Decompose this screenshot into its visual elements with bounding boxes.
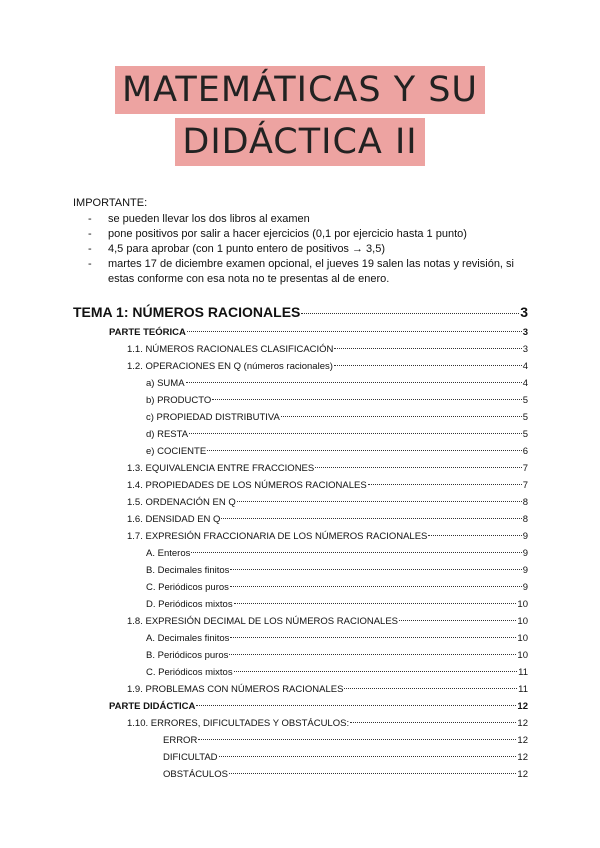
toc-label: A. Enteros <box>146 548 191 559</box>
toc-label: 1.2. OPERACIONES EN Q (números racionales) <box>127 361 333 372</box>
important-item <box>73 227 543 242</box>
toc-page: 4 <box>522 378 528 389</box>
toc-leader <box>344 688 517 689</box>
important-list <box>73 212 543 287</box>
toc-label: TEMA 1: NÚMEROS RACIONALES <box>73 304 301 320</box>
toc-entry-1-7[interactable] <box>73 528 528 545</box>
toc-label: b) PRODUCTO <box>146 395 212 406</box>
toc-page: 11 <box>518 667 528 678</box>
toc-page: 10 <box>517 599 528 610</box>
toc-label: a) SUMA <box>146 378 185 389</box>
toc-label: 1.9. PROBLEMAS CON NÚMEROS RACIONALES <box>127 684 344 695</box>
toc-page: 5 <box>522 412 528 423</box>
toc-leader <box>230 569 521 570</box>
table-of-contents <box>73 300 528 783</box>
important-notes <box>73 196 543 287</box>
toc-entry-1-4[interactable] <box>73 477 528 494</box>
toc-entry-1-5[interactable] <box>73 494 528 511</box>
toc-leader <box>187 331 522 332</box>
toc-page: 12 <box>517 701 528 712</box>
toc-entry-producto[interactable] <box>73 392 528 409</box>
toc-page: 10 <box>517 616 528 627</box>
document-title <box>0 66 600 166</box>
toc-label: 1.8. EXPRESIÓN DECIMAL DE LOS NÚMEROS RACIONALES <box>127 616 398 627</box>
toc-label: 1.7. EXPRESIÓN FRACCIONARIA DE LOS NÚMEROS RACIONALES <box>127 531 428 542</box>
toc-leader <box>196 705 516 706</box>
toc-label: 1.4. PROPIEDADES DE LOS NÚMEROS RACIONALES <box>127 480 367 491</box>
toc-label: 1.6. DENSIDAD EN Q <box>127 514 221 525</box>
toc-leader <box>334 348 521 349</box>
toc-leader <box>219 756 517 757</box>
toc-entry-enteros[interactable] <box>73 545 528 562</box>
toc-leader <box>301 313 519 314</box>
toc-page: 10 <box>517 633 528 644</box>
title-line-2: DIDÁCTICA II <box>175 118 424 166</box>
toc-label: d) RESTA <box>146 429 189 440</box>
toc-leader <box>315 467 521 468</box>
toc-page: 7 <box>522 463 528 474</box>
toc-label: C. Periódicos mixtos <box>146 667 233 678</box>
toc-label: 1.5. ORDENACIÓN EN Q <box>127 497 236 508</box>
toc-entry-1-9[interactable] <box>73 681 528 698</box>
toc-entry-propiedad-distributiva[interactable] <box>73 409 528 426</box>
toc-page: 6 <box>522 446 528 457</box>
toc-entry-1-6[interactable] <box>73 511 528 528</box>
toc-leader <box>334 365 522 366</box>
toc-page: 12 <box>517 752 528 763</box>
toc-entry-periodicos-puros[interactable] <box>73 647 528 664</box>
toc-entry-resta[interactable] <box>73 426 528 443</box>
toc-label: B. Decimales finitos <box>146 565 230 576</box>
toc-leader <box>229 773 516 774</box>
important-item-text: 4,5 para aprobar (con 1 punto entero de positivos → 3,5) <box>108 243 386 255</box>
toc-page: 9 <box>522 565 528 576</box>
toc-leader <box>234 671 518 672</box>
toc-page: 9 <box>522 531 528 542</box>
toc-label: OBSTÁCULOS <box>163 769 228 780</box>
toc-entry-decimales-finitos[interactable] <box>73 562 528 579</box>
toc-leader <box>191 552 521 553</box>
toc-label: PARTE DIDÁCTICA <box>109 701 196 712</box>
toc-entry-cociente[interactable] <box>73 443 528 460</box>
toc-page: 9 <box>522 548 528 559</box>
toc-entry-error[interactable] <box>73 732 528 749</box>
toc-leader <box>234 603 517 604</box>
toc-label: A. Decimales finitos <box>146 633 230 644</box>
toc-entry-periodicos-mixtos[interactable] <box>73 664 528 681</box>
toc-leader <box>212 399 521 400</box>
toc-page: 4 <box>522 361 528 372</box>
toc-label: 1.3. EQUIVALENCIA ENTRE FRACCIONES <box>127 463 315 474</box>
toc-page: 5 <box>522 429 528 440</box>
important-item-text: se pueden llevar los dos libros al examen <box>108 213 310 225</box>
dash-bullet: - <box>88 243 92 255</box>
toc-page: 7 <box>522 480 528 491</box>
toc-page: 8 <box>522 497 528 508</box>
toc-entry-dificultad[interactable] <box>73 749 528 766</box>
toc-page: 3 <box>522 344 528 355</box>
toc-entry-1-1[interactable] <box>73 341 528 358</box>
toc-page: 10 <box>517 650 528 661</box>
toc-leader <box>281 416 522 417</box>
toc-leader <box>189 433 522 434</box>
toc-page: 12 <box>517 769 528 780</box>
toc-entry-1-3[interactable] <box>73 460 528 477</box>
toc-label: PARTE TEÓRICA <box>109 327 186 338</box>
important-item <box>73 242 543 257</box>
toc-entry-decimales-finitos[interactable] <box>73 630 528 647</box>
toc-page: 9 <box>522 582 528 593</box>
toc-entry-obstaculos[interactable] <box>73 766 528 783</box>
toc-label: C. Periódicos puros <box>146 582 229 593</box>
toc-page: 12 <box>517 735 528 746</box>
dash-bullet: - <box>88 258 92 270</box>
toc-page: 3 <box>522 327 528 338</box>
toc-entry-1-10[interactable] <box>73 715 528 732</box>
toc-page: 12 <box>517 718 528 729</box>
toc-leader <box>221 518 521 519</box>
toc-leader <box>198 739 516 740</box>
toc-label: D. Periódicos mixtos <box>146 599 233 610</box>
toc-leader <box>230 586 522 587</box>
important-heading: IMPORTANTE: <box>73 197 148 209</box>
important-item-text: pone positivos por salir a hacer ejercicios (0,1 por ejercicio hasta 1 punto) <box>108 228 467 240</box>
toc-leader <box>237 501 522 502</box>
toc-entry-parte-teorica[interactable] <box>73 324 528 341</box>
toc-leader <box>428 535 521 536</box>
toc-leader <box>350 722 516 723</box>
toc-page: 8 <box>522 514 528 525</box>
toc-entry-1-8[interactable] <box>73 613 528 630</box>
dash-bullet: - <box>88 228 92 240</box>
toc-leader <box>186 382 522 383</box>
toc-entry-parte-didactica[interactable] <box>73 698 528 715</box>
toc-label: e) COCIENTE <box>146 446 207 457</box>
toc-leader <box>207 450 522 451</box>
important-item-text: martes 17 de diciembre examen opcional, el jueves 19 salen las notas y revisión, si estas conforme con esa nota no te presentas al de enero. <box>108 258 514 285</box>
important-item <box>73 212 543 227</box>
toc-label: B. Periódicos puros <box>146 650 229 661</box>
toc-entry-periodicos-puros[interactable] <box>73 579 528 596</box>
toc-leader <box>368 484 522 485</box>
title-line-1: MATEMÁTICAS Y SU <box>115 66 485 114</box>
dash-bullet: - <box>88 213 92 225</box>
toc-label: 1.10. ERRORES, DIFICULTADES Y OBSTÁCULOS: <box>127 718 350 729</box>
toc-leader <box>399 620 516 621</box>
toc-label: c) PROPIEDAD DISTRIBUTIVA <box>146 412 280 423</box>
toc-label: DIFICULTAD <box>163 752 218 763</box>
toc-entry-1-2[interactable] <box>73 358 528 375</box>
toc-page: 5 <box>522 395 528 406</box>
toc-label: ERROR <box>163 735 198 746</box>
toc-leader <box>230 637 516 638</box>
toc-page: 3 <box>520 304 528 320</box>
toc-page: 11 <box>518 684 528 695</box>
important-item <box>73 257 543 287</box>
toc-leader <box>229 654 516 655</box>
toc-label: 1.1. NÚMEROS RACIONALES CLASIFICACIÓN <box>127 344 334 355</box>
toc-entry-suma[interactable] <box>73 375 528 392</box>
toc-entry-tema-1[interactable] <box>73 300 528 324</box>
toc-entry-periodicos-mixtos[interactable] <box>73 596 528 613</box>
